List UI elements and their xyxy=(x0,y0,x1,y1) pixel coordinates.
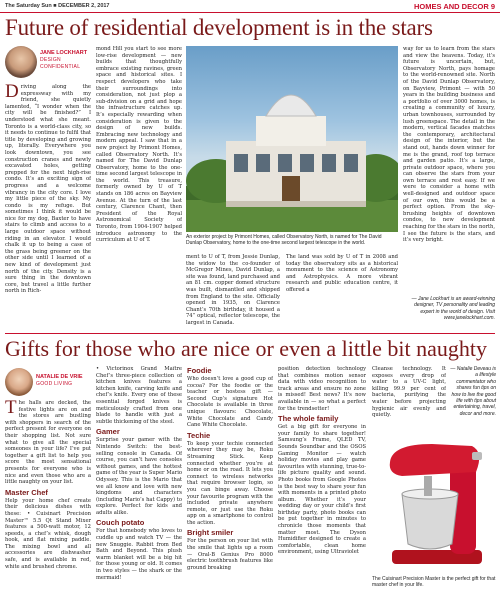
byline-lockhart xyxy=(40,50,90,71)
author-name: JANE LOCKHART xyxy=(40,50,88,56)
story2-col4-text: position detection technology that combines motion sensor data with video recognition to track areas and ensure no zone is missed! Best news? It’s now available in — so what a perfect for the trendsetter! xyxy=(278,366,366,412)
story1-column-2 xyxy=(96,46,182,332)
column-name: DESIGN CONFIDENTIAL xyxy=(40,57,81,70)
author-bio-devrie: — Natalie Deveau is a lifestyle commentator who shares fun tips on how to live the good life with tips about entertaining, travel, decor and more. xyxy=(450,366,496,417)
page-header xyxy=(0,0,500,13)
story2-column-5 xyxy=(372,366,446,428)
photo-caption-mixer: The Cuisinart Precision Master is the perfect gift for that master chef in your life. xyxy=(372,576,496,589)
story2-column-4 xyxy=(278,366,366,598)
story2-column-2 xyxy=(96,366,182,598)
story1-column-land xyxy=(286,254,398,314)
subhead-foodie: Foodie xyxy=(187,366,212,375)
subhead-couch-potato: Couch potato xyxy=(96,518,145,528)
column-name: GOOD LIVING xyxy=(36,381,73,387)
story2-col3b-text: To keep your techie connected wherever they may be, Roku Streaming Stick. Keep connected whether you’re at home or on the road. It lets you connect to wireless networks that require browser login, so you can binge away. Choose your favourite program with the included private anywhere remote, or just use the Roku app on a smartphone to control the action. xyxy=(187,440,273,526)
photo-caption-observatory: An exterior project by Primont Homes, called Observatory North, is named for The David Dunlap Observatory, home to the one-time second largest telescope in the world. xyxy=(186,234,382,247)
headline-gifts: Gifts for those who are nice or even a little bit naughty xyxy=(5,336,488,361)
author-bio-lockhart: — Jane Lockhart is an award-winning designer, TV personality and leading expert in the world of design. Visit www.janelockhart.com. xyxy=(411,296,495,322)
story2-col2c-text: For that homebody who loves to cuddle up and watch TV — the new Snuggie. Rabbit from Bed Bath and Beyond. This plush warm blanket will be a big hit for those young or old. It comes in two styles — the shark or the mermaid! xyxy=(96,528,182,581)
story2-col1b-text: Help your home chef create their delicious dishes with these: • Cuisinart Precision Master™ 5.5 Qt Stand Mixer features a 500-watt motor, 12 speeds, a chef’s whisk, dough hook, and flat mixing paddle. The mixing bowl and all accessories are dishwasher safe, and is available in red, white and brushed chrome. xyxy=(5,497,91,570)
story1-column-3 xyxy=(186,254,280,332)
stand-mixer-photo xyxy=(372,432,496,572)
story2-col2b-text: Surprise your gamer with the Nintendo Switch: the best-selling console in Canada. Of course, you can’t have consoles without games, and the hottest game of the year is Super Mario Odyssey. This is the Mario that we all know and love with new kingdoms and characters (including Mario’s hat Cappy) to explore. Perfect for kids and adults alike. xyxy=(96,437,182,516)
subhead-bright-smiler: Bright smiler xyxy=(187,528,234,538)
dropcap: D xyxy=(5,84,19,102)
author-photo-devrie xyxy=(5,368,33,396)
story1-col2-text: mond Hill you start to see more low-rise development — new builds that thoughtfully embrace existing ravines, green space and historical sites. I respect developers who take their surroundings into consideration, not just plop a sub-division on a grid and hope the infrastructure catches up. It’s especially rewarding when consideration is given to the design of new builds. Embracing new technology and modern appeal. I saw that in a new project by Primont Homes, called Observatory North. It’s named for The David Dunlap Observatory, home to the one-time second largest telescope in the world. This treasure, formerly owned by U of T stands on 186 acres on Bayview Avenue. At the turn of the last century, Clarence Chant, then President of the Royal Astronomical Society of Toronto, from 1904-1907 helped introduce astronomy to the curriculum at U of T. xyxy=(96,46,182,244)
subhead-gamer: Gamer xyxy=(96,427,120,437)
byline-devrie xyxy=(36,374,96,388)
publication-dateline: The Saturday Sun ■ DECEMBER 2, 2017 xyxy=(5,3,110,9)
story1-column-1 xyxy=(5,84,91,332)
story1-land-text: The land was sold by U of T in 2008 and today the observatory sits as a historical monument to the science of Astronomy and Astrophysics. A more vibrant research and public education centre, it offered a xyxy=(286,254,398,293)
section-title: HOMES AND DECOR 9 xyxy=(414,2,495,11)
story2-col3c-text: For the person on your list with the smile that lights up a room — Oral-B Genius Pro 8000 electric toothbrush features like ground breaking xyxy=(187,538,273,571)
story2-col4b-text: Get a big gift for everyone in your family to share together! Samsung’s Frame, QLED TV, Sounds Soundbar and the OSOS Gaming Monitor — watch holiday movies and play game favourites with stunning, true-to-life picture quality and sound. Photo books from Google Photos is the best way to share your fun with moments in a printed photo album. Whether it’s your wedding day or your child’s first birthday party, photo books can be put together in minutes to chronicle those moments that matter most. The Dyson Humidifier designed to create a comfortable, clean home environment, using Ultraviolet xyxy=(278,424,366,556)
headline-residential: Future of residential development is in the stars xyxy=(5,15,433,40)
story2-col5-text: Cleanse technology. It exposes every drop of water to a UV-C light, killing 99.9 per cent of bacteria, purifying the water before projecting hygienic air evenly and quietly. xyxy=(372,366,446,419)
story-divider xyxy=(5,333,495,334)
story1-col1-text: riving along the expressway with my friend, she quietly lamented, “I wonder when the city will be finished?” I understood what she meant. Toronto is a world-class city, so it needs to continue to fulfil that title by developing and growing up, literally. Everywhere you look downtown, you see construction cranes and newly excavated holes, getting prepped for the next high-rise condo. It’s an exciting sign of progress and a welcome vibrancy in the city core. I love my little piece of the sky. My condo is my refuge. But sometimes I think it would be nice for my dog, Baxter to have stairs to climb and access to a large outdoor space without riding in an elevator. I would chalk it up to being a case of the grass being greener on the other side until I learned of a new kind of development just north of the city. Density is a sure thing in the downtown core, but travel a little further north in Rich- xyxy=(5,84,91,295)
author-name: NATALIE DE VRIE xyxy=(36,374,83,380)
story2-column-1 xyxy=(5,400,91,598)
subhead-techie: Techie xyxy=(187,430,211,440)
story2-col3-text: Who doesn’t love a good cup of cocoa? For the foodie or the teacher or hostess gift — Second Cup’s signature Hot Chocolate is available in three unique flavours: Chocolate, White Chocolate and Candy Cane White Chocolate. xyxy=(187,376,273,429)
subhead-whole-family: The whole family xyxy=(278,414,339,424)
story2-col2-text: • Victorinox Grand Maître Chef’s three-piece collection of kitchen knives features a kitchen knife, carving knife and chef’s knife. Every one of these essential forged knives is meticulously crafted from one blade to handle with just a subtle thickening of the steel. xyxy=(96,366,182,425)
stand-mixer-illustration xyxy=(372,432,496,572)
observatory-north-photo xyxy=(186,46,398,232)
author-photo-lockhart xyxy=(5,46,37,78)
subhead-master-chef: Master Chef xyxy=(5,487,48,497)
story1-col3-text: ment to U of T, from Jessie Dunlap, the widow to the co-founder of McGregor Mines, David Dunlap, a site was found, land purchased and an 81 cm. copper domed structure was built, dismantled and shipped from England to the site. Officially opened in 1935, on Clarence Chant’s 70th birthday, it housed a 74” optical, reflector telescope, the largest in Canada. xyxy=(186,254,280,326)
dropcap: T xyxy=(5,400,17,418)
story1-col4-text: way for us to learn from the stars and view the heavens. Today, it’s future is uncertain, but, Observatory North, pays homage to the world-renowned site. North of the David Dunlap Observatory, on Bayview, Primont — with 50 years in the building business and a portfolio of over 3000 homes, is creating a community of luxury, urban townhouses, surrounded by lush greenspace. The detail in the modern, vertical facades matches the contemporary, architectural design of the interior, but the stand out, hands down winner for me is the grand, roof top terrace and garden patio. It’s a large, private outdoor space, where you can observe the stars from your own terrace and rest easy. If we were to consider a home with well-designed and outdoor space of our own, this would be a perfect option. From the sky-brushing heights of downtown condos, to new development reaching for the stars in the north, I see the future is the stars, and it’s very bright. xyxy=(403,46,495,244)
story2-column-3 xyxy=(187,366,273,598)
story1-column-4 xyxy=(403,46,495,292)
story2-col1-text: he halls are decked, the festive lights are on and the stores are bustling with shoppers in search of the perfect present for everyone on their shopping list. Not sure what to give all the special someones in your life? I’ve put together a gift list to help you score the most sensational presents for everyone who is nice and even those who are a little naughty on your list. xyxy=(5,400,91,486)
observatory-building-illustration xyxy=(186,46,398,232)
